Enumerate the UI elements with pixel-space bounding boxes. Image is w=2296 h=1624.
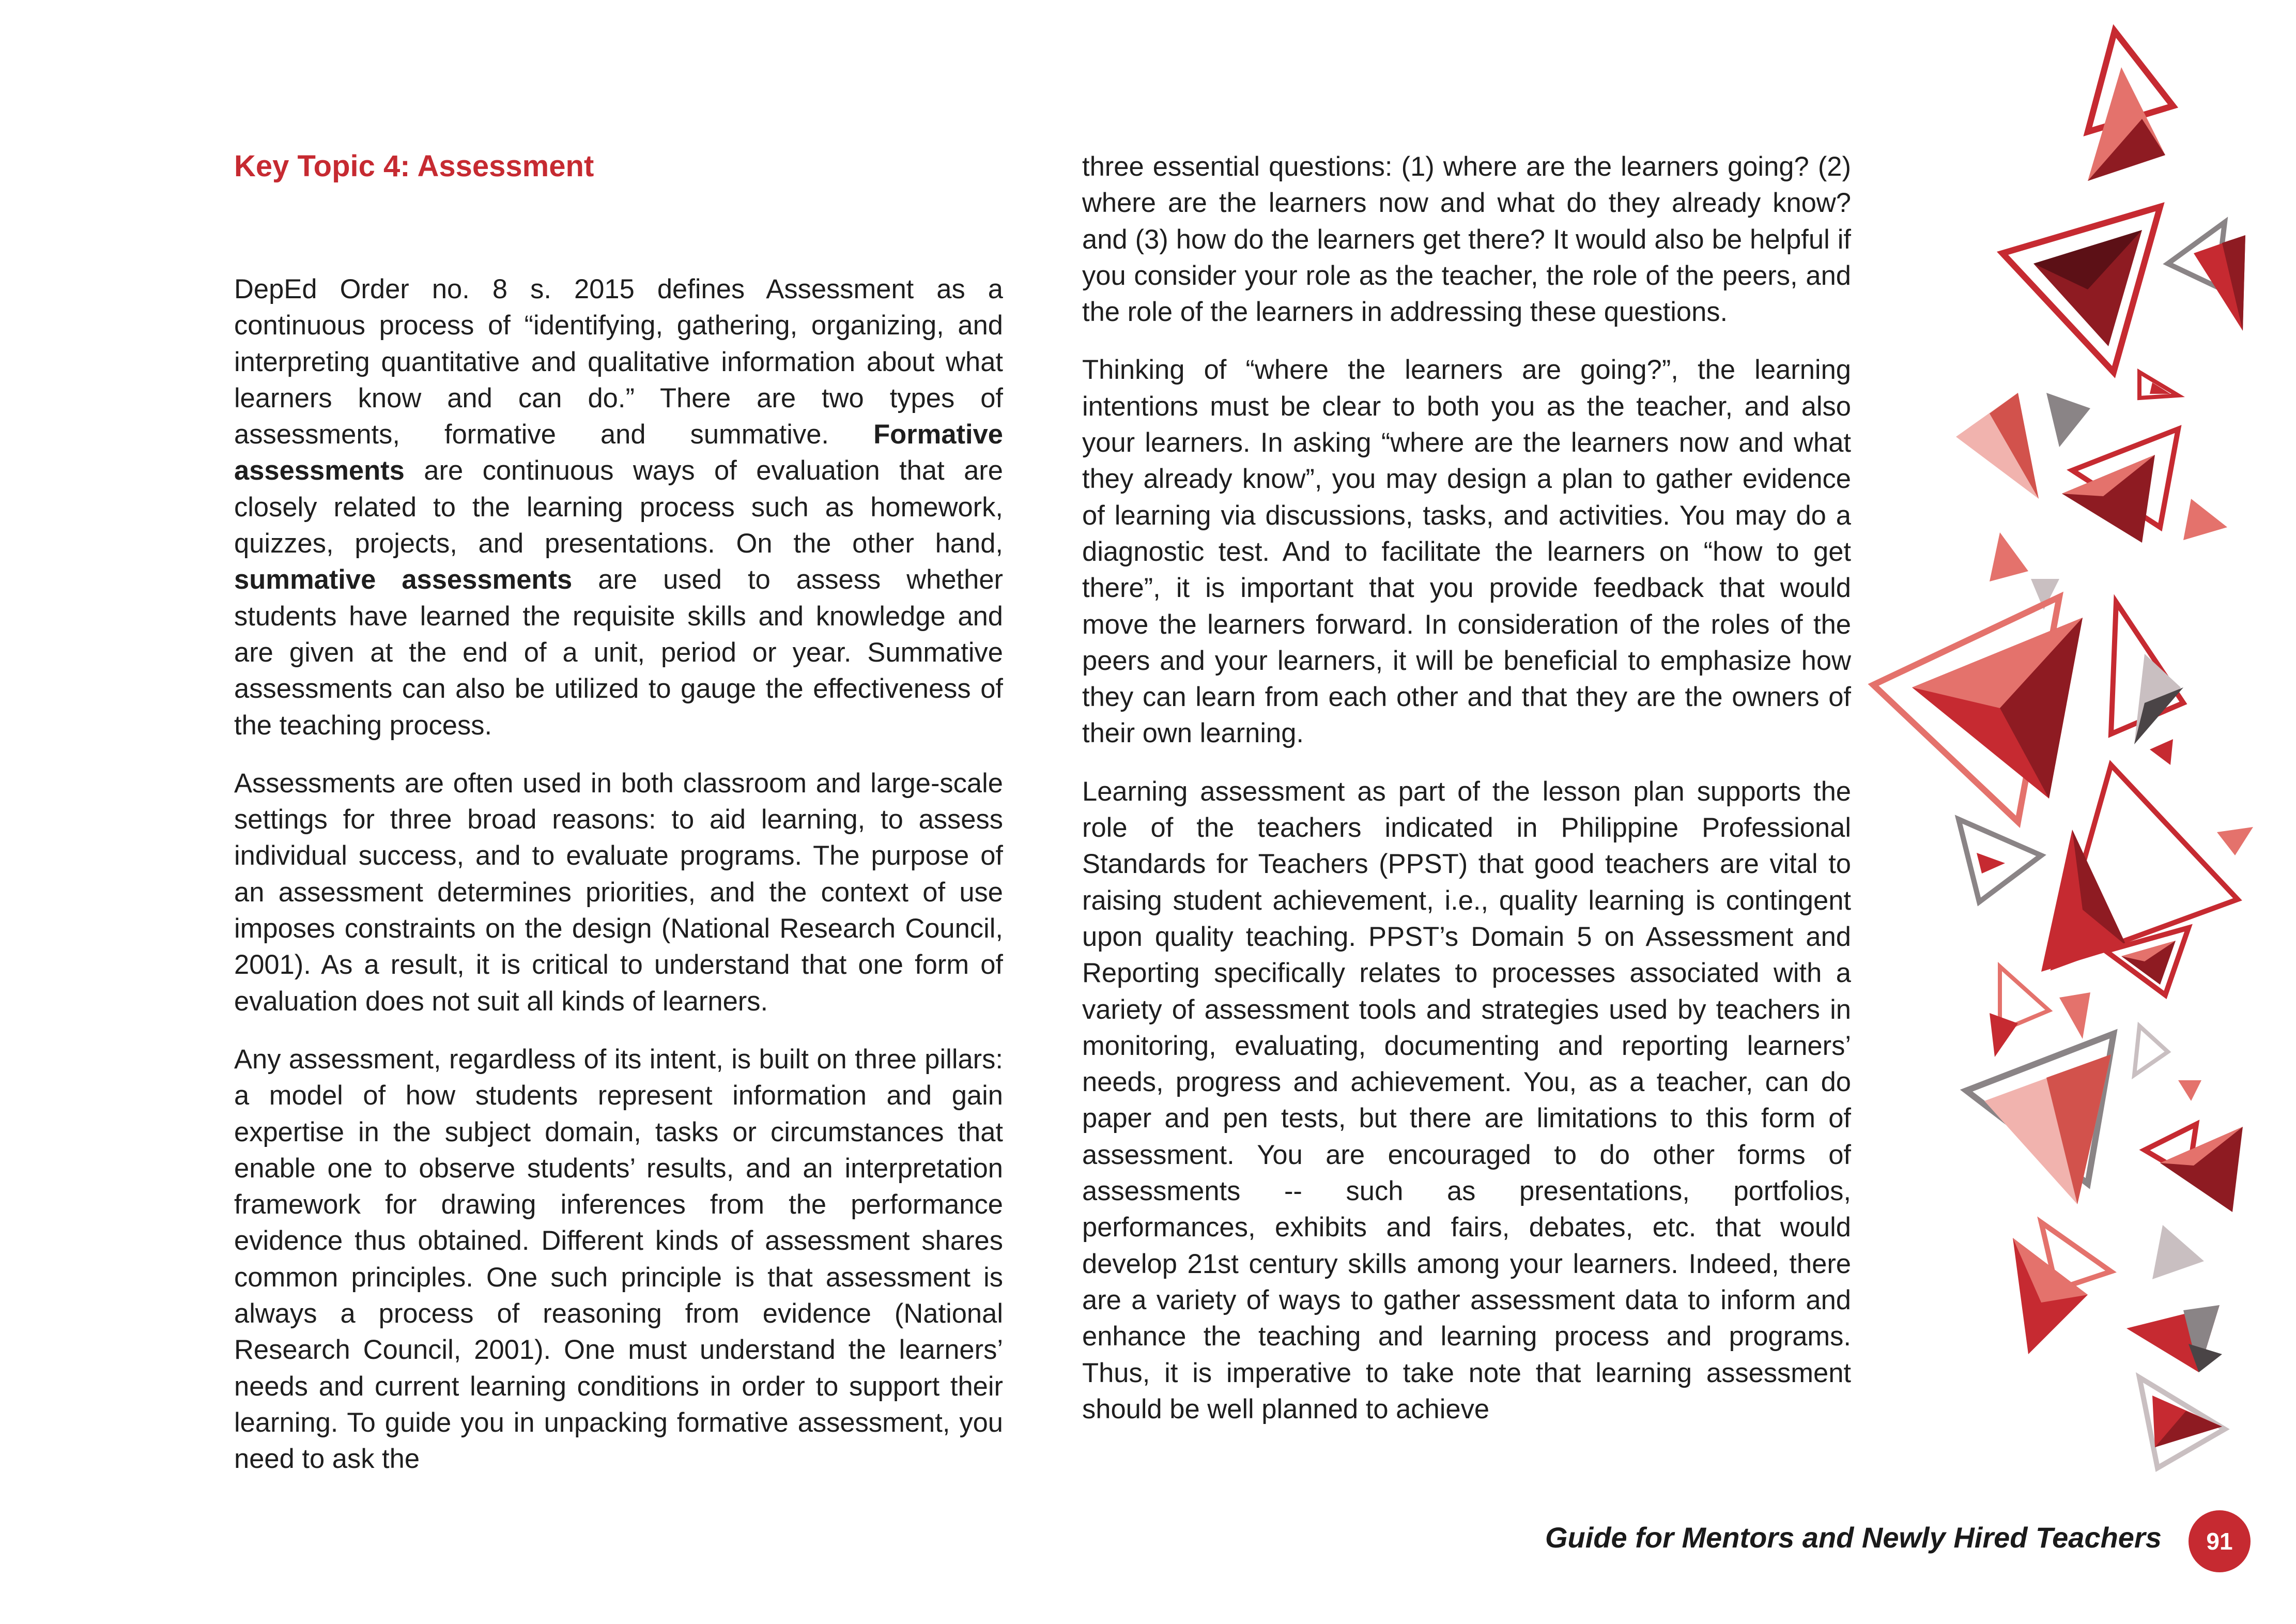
triangle-outline (1959, 819, 2041, 902)
body-paragraph: Any assessment, regardless of its intent, is built on three pillars: a model of how students represent information and gain expertise in the subject domain, tasks or circumstances that enable one to observe students’ results, and an interpretation framework for drawing inferences from the performance evidence thus obtained. Different kinds of assessment shares common principles. One such principle is that assessment is always a process of reasoning from evidence (National Research Council, 2001). One must understand the learners’ needs and current learning conditions in order to support their learning. To guide you in unpacking formative assessment, you need to ask the (234, 1044, 1003, 1475)
triangle-shape (2121, 941, 2176, 985)
bold-term: summative assessments (234, 564, 573, 595)
page-number-badge: 91 (2189, 1510, 2251, 1572)
right-column (1082, 149, 1851, 1449)
triangle-shape (1990, 1013, 2018, 1057)
triangle-shape (2160, 1127, 2243, 1212)
body-paragraph: three essential questions: (1) where are the learners going? (2) where are the learners now and what do they already know? and (3) how do the learners get there? It would also be helpful if you consider your role as the teacher, the role of the peers, and the role of the learners in addressing these questions. (1082, 151, 1851, 328)
footer-title: Guide for Mentors and Newly Hired Teachers (1545, 1521, 2162, 1554)
bold-term: Formative assessments (234, 419, 1003, 486)
triangle-shape (2183, 499, 2227, 540)
triangle-outline (2134, 1026, 2168, 1075)
body-paragraph: DepEd Order no. 8 s. 2015 defines Assessment as a continuous process of “identifying, gathering, organizing, and interpreting quantitative and qualitative information about what learners know and can do.” There are two types of assessments, formative and summative. Formative assessments are continuous ways of evaluation that are closely related to the learning process such as homework, quizzes, projects, and presentations. On the other hand, summative assessments are used to assess whether students have learned the requisite skills and knowledge and are given at the end of a unit, period or year. Summative assessments can also be utilized to gauge the effectiveness of the teaching process. (234, 274, 1004, 741)
triangle-shape (2150, 739, 2173, 765)
triangle-shape (2059, 992, 2090, 1039)
triangle-shape (2152, 1225, 2204, 1279)
triangle-shape (2217, 827, 2253, 855)
body-paragraph: Assessments are often used in both classroom and large-scale settings for three broad reasons: to aid learning, to assess individual success, and to evaluate programs. The purpose of an assessment determines priorities, and the context of use imposes constraints on the design (National Research Council, 2001). As a result, it is critical to understand that one form of evaluation does not suit all kinds of learners. (234, 768, 1003, 1017)
page-title: Key Topic 4: Assessment (234, 149, 594, 183)
triangle-outline (2139, 372, 2178, 398)
triangle-shape (1977, 853, 2005, 874)
triangle-shape (1990, 532, 2028, 581)
triangle-shape (2046, 393, 2090, 447)
body-paragraph: Thinking of “where the learners are going?”, the learning intentions must be clear to both you as the teacher, and also your learners. In asking “where are the learners now and what they already know”, you may design a plan to gather evidence of learning via discussions, tasks, and activities. You may do a diagnostic test. And to facilitate the learners on “how to get there”, it is important that you provide feedback that would move the learners forward. In consideration of the roles of the peers and your learners, it will be beneficial to emphasize how they can learn from each other and that they are the owners of their own learning. (1082, 355, 1851, 749)
left-column (234, 271, 1003, 1499)
triangle-shape (2178, 1080, 2201, 1101)
body-paragraph: Learning assessment as part of the lesson plan supports the role of the teachers indicated in Philippine Professional Standards for Teachers (PPST) that good teachers are vital to raising student achievement, i.e., quality learning is contingent upon quality teaching. PPST’s Domain 5 on Assessment and Reporting specifically relates to processes associated with a variety of assessment tools and strategies used by teachers in monitoring, evaluating, documenting and reporting learners’ needs, progress and achievement. You, as a teacher, can do paper and pen tests, but there are limitations to this form of assessment. You are encouraged to do other forms of assessments -- such as presentations, portfolios, performances, exhibits and fairs, debates, etc. that would develop 21st century skills among your learners. Indeed, there are a variety of ways to gather assessment data to inform and enhance the teaching and learning process and programs. Thus, it is imperative to take note that learning assessment should be well planned to achieve (1082, 776, 1851, 1424)
